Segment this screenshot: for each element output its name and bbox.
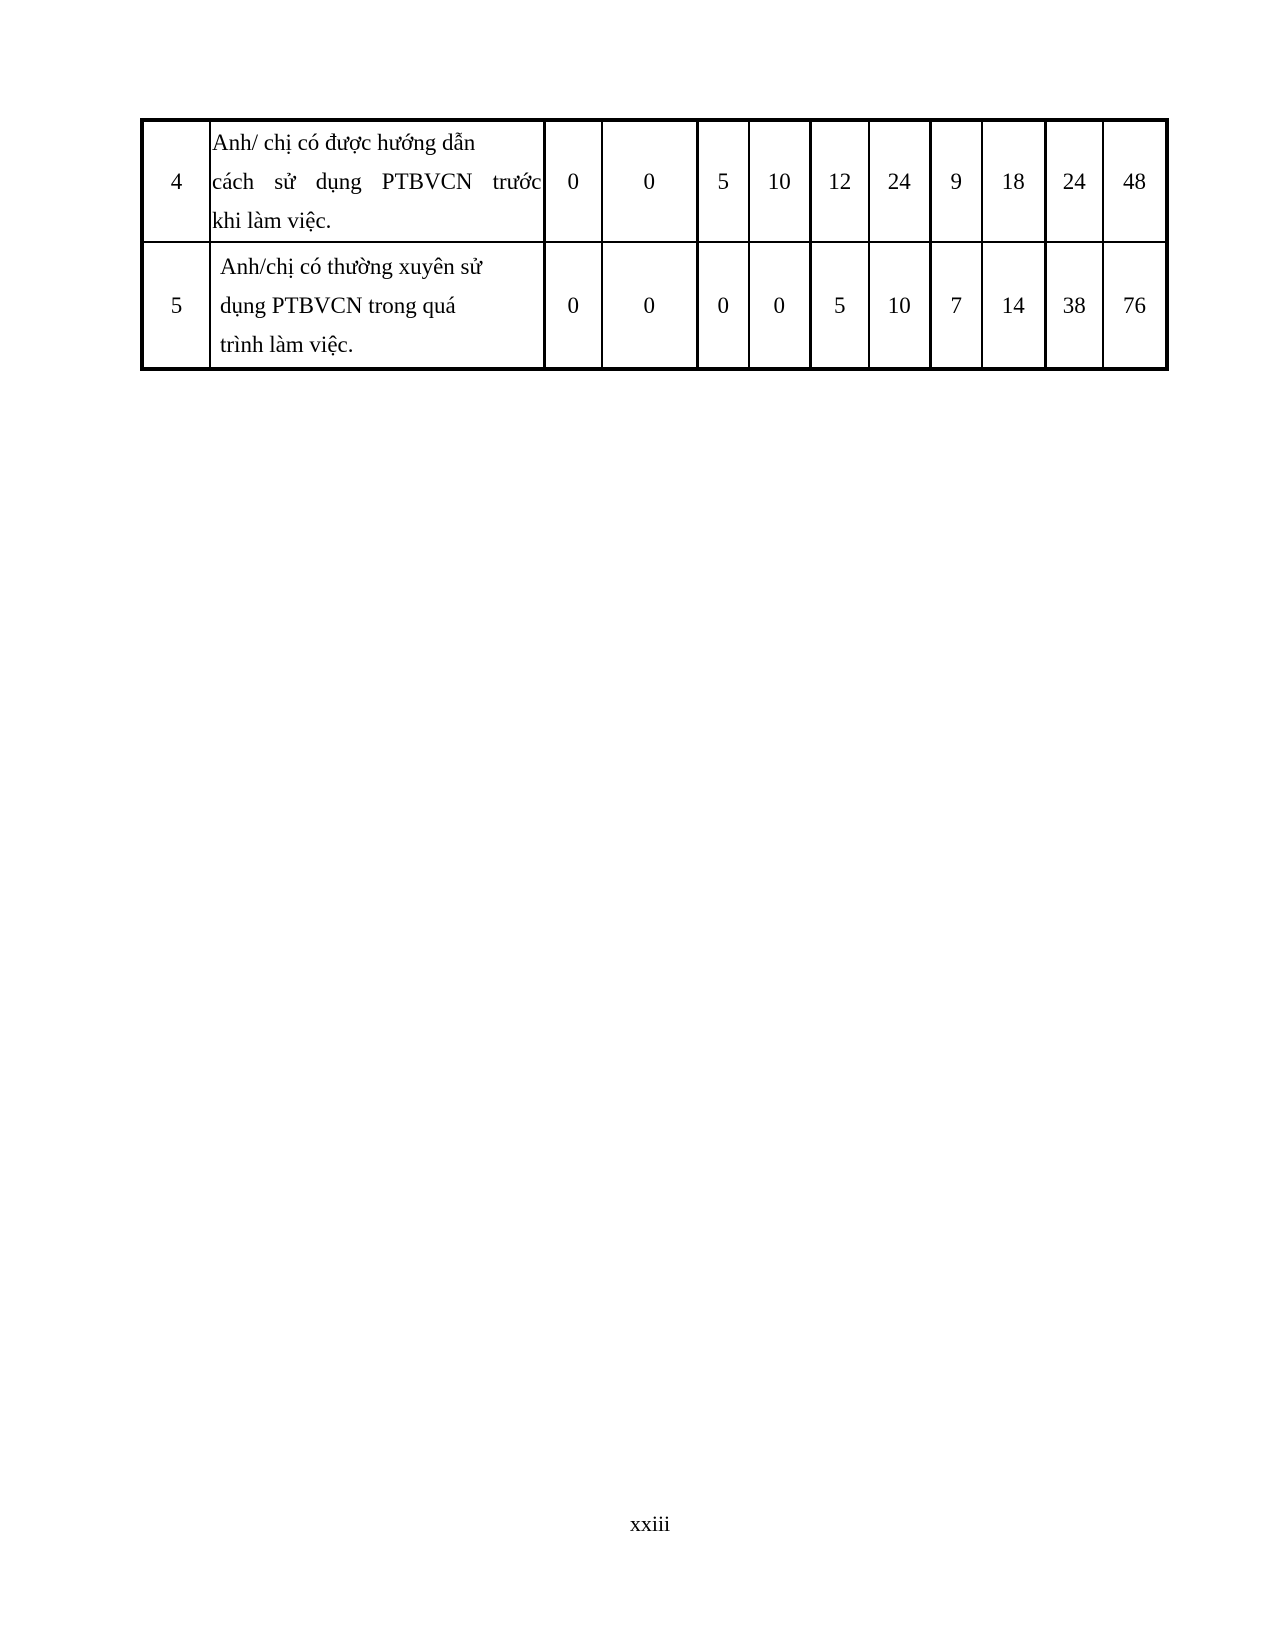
value-cell: 10: [869, 242, 930, 369]
value-cell: 5: [697, 120, 749, 242]
question-line: Anh/chị có thường xuyên sử: [220, 253, 482, 279]
question-line: khi làm việc.: [212, 208, 332, 233]
survey-results-table: [140, 118, 1169, 371]
value-cell: 24: [1045, 120, 1103, 242]
value-cell: 48: [1103, 120, 1167, 242]
page-number: xxiii: [629, 1511, 671, 1536]
value-cell: 5: [810, 242, 869, 369]
value-cell: 0: [544, 242, 602, 369]
value-cell: 12: [810, 120, 869, 242]
question-line: Anh/ chị có được hướng dẫn: [212, 130, 476, 155]
question-line: dụng PTBVCN trong quá: [220, 292, 456, 318]
value-cell: 0: [602, 120, 697, 242]
value-cell: 0: [749, 242, 810, 369]
row-index-cell: 5: [142, 242, 210, 369]
row-index-cell: 4: [142, 120, 210, 242]
value-cell: 38: [1045, 242, 1103, 369]
value-cell: 0: [697, 242, 749, 369]
value-cell: 18: [982, 120, 1045, 242]
value-cell: 0: [544, 120, 602, 242]
question-line: trình làm việc.: [220, 331, 354, 357]
value-cell: 24: [869, 120, 930, 242]
question-cell: [210, 242, 544, 369]
value-cell: 10: [749, 120, 810, 242]
value-cell: 9: [930, 120, 982, 242]
value-cell: 7: [930, 242, 982, 369]
value-cell: 76: [1103, 242, 1167, 369]
table-row-question-4: [142, 120, 1167, 242]
table-row-question-5: [142, 242, 1167, 369]
value-cell: 14: [982, 242, 1045, 369]
question-cell: [210, 120, 544, 242]
value-cell: 0: [602, 242, 697, 369]
question-line: cách sử dụng PTBVCN trước: [212, 169, 542, 194]
